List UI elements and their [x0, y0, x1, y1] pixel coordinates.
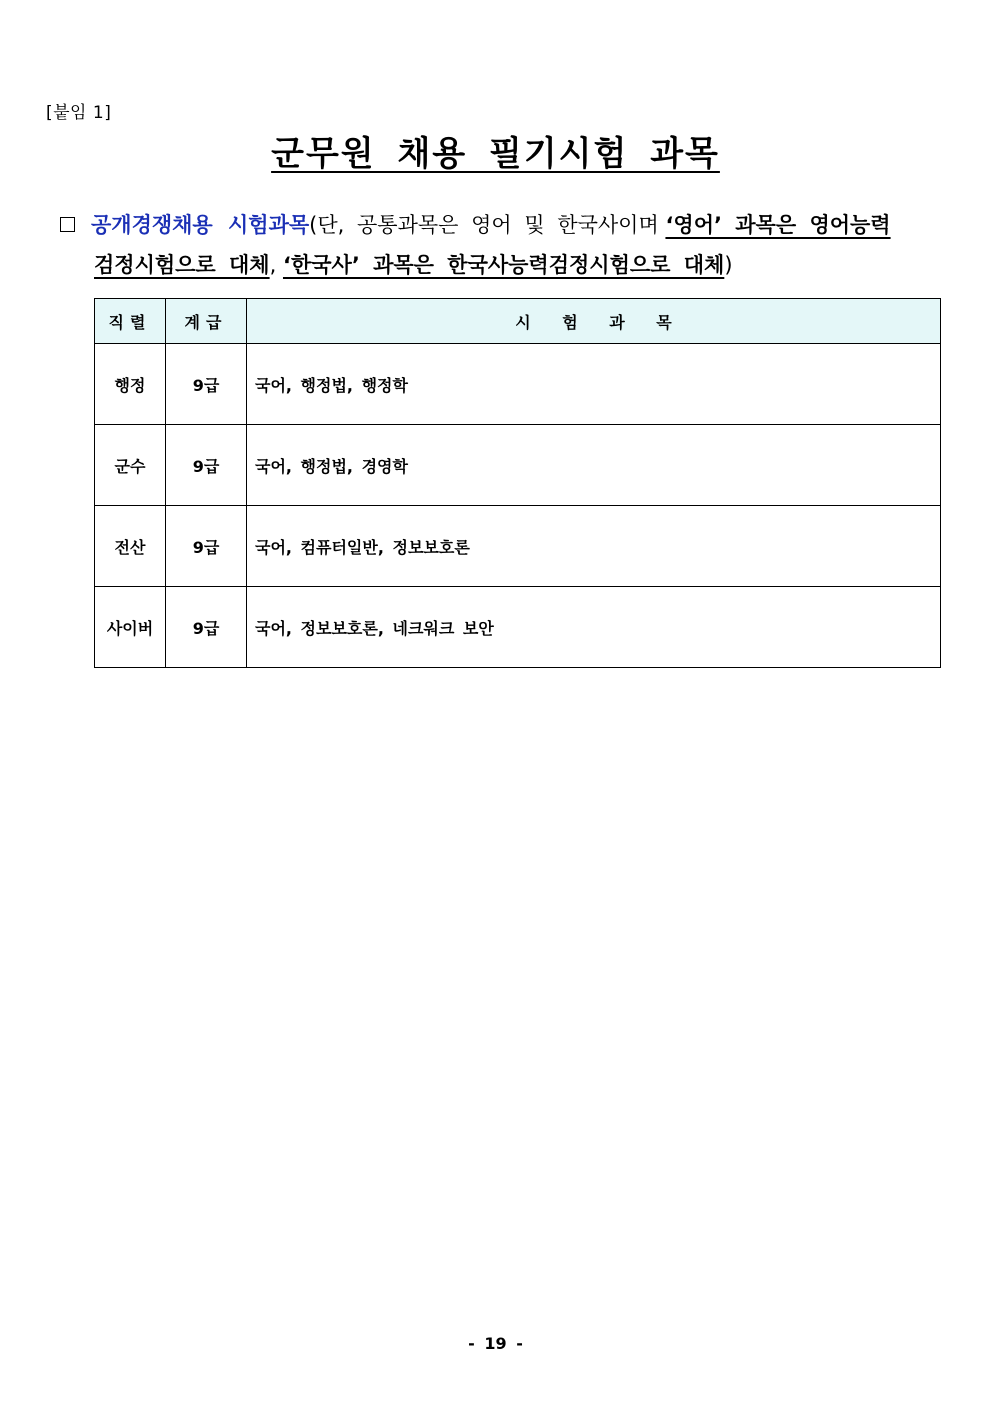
cell-position: 군수: [95, 425, 166, 506]
document-title: [0, 126, 991, 175]
intro-text-close: ): [724, 253, 733, 277]
intro-emphasis-history: ‘한국사’ 과목은 한국사능력검정시험으로 대체: [282, 253, 725, 277]
table-row: [95, 506, 941, 587]
intro-line-1: [60, 205, 945, 245]
table-row: [95, 425, 941, 506]
intro-text-open: (단, 공통과목은 영어 및 한국사이며: [309, 213, 659, 237]
cell-subjects: 국어, 컴퓨터일반, 정보보호론: [247, 506, 941, 587]
intro-separator: ,: [269, 253, 277, 277]
intro-line-2: [60, 245, 945, 285]
header-grade: 계급: [166, 299, 247, 344]
cell-subjects: 국어, 행정법, 행정학: [247, 344, 941, 425]
cell-subjects: 국어, 정보보호론, 네크워크 보안: [247, 587, 941, 668]
cell-position: 행정: [95, 344, 166, 425]
cell-position: 사이버: [95, 587, 166, 668]
table-row: [95, 587, 941, 668]
intro-emphasis-english: ‘영어’ 과목은 영어능력: [665, 213, 891, 237]
page-number: - 19 -: [468, 1334, 523, 1353]
table-row: [95, 344, 941, 425]
table-header-row: [95, 299, 941, 344]
cell-grade: 9급: [166, 506, 247, 587]
intro-emphasis-english-cont: 검정시험으로 대체: [94, 253, 270, 277]
exam-subjects-table: [94, 298, 941, 668]
cell-position: 전산: [95, 506, 166, 587]
intro-paragraph: [60, 205, 945, 285]
cell-subjects: 국어, 행정법, 경영학: [247, 425, 941, 506]
cell-grade: 9급: [166, 344, 247, 425]
cell-grade: 9급: [166, 587, 247, 668]
document-title-text: 군무원 채용 필기시험 과목: [271, 134, 720, 174]
header-position: 직렬: [95, 299, 166, 344]
attachment-label: [붙임 1]: [46, 103, 112, 123]
cell-grade: 9급: [166, 425, 247, 506]
header-subjects: 시 험 과 목: [247, 299, 941, 344]
intro-heading: 공개경쟁채용 시험과목: [91, 213, 310, 237]
checkbox-icon: [60, 217, 75, 232]
